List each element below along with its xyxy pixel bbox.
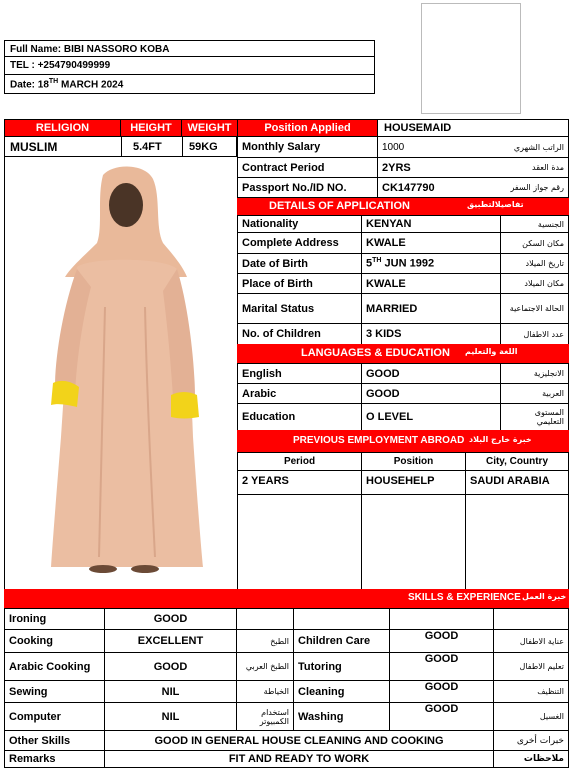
previous-employment-table (237, 452, 569, 590)
dob-arabic: تاريخ الميلاد (501, 254, 569, 274)
skill-cooking-label: Cooking (5, 630, 105, 653)
skill-sewing-arabic: الخياطة (237, 681, 294, 703)
passport-label: Passport No./ID NO. (238, 178, 378, 198)
english-value: GOOD (362, 364, 501, 384)
weight-value: 59KG (189, 141, 218, 153)
skill-computer-label: Computer (5, 703, 105, 731)
prev-empty-cell (362, 495, 466, 590)
nationality-value: KENYAN (362, 216, 501, 233)
skill-empty (390, 609, 494, 630)
skills-header (4, 589, 569, 608)
arabic-label: Arabic (238, 384, 362, 404)
education-value: O LEVEL (362, 404, 501, 431)
contract-value: 2YRS (378, 158, 489, 178)
skill-tutoring-label: Tutoring (294, 653, 390, 681)
education-label: Education (238, 404, 362, 431)
remarks-value: FIT AND READY TO WORK (105, 751, 494, 768)
languages-header-en: LANGUAGES & EDUCATION (301, 347, 450, 359)
details-table (237, 215, 569, 345)
skill-childcare-label: Children Care (294, 630, 390, 653)
skill-computer-value: NIL (105, 703, 237, 731)
languages-table (237, 363, 569, 431)
applicant-photo (4, 157, 237, 589)
arabic-arabic: العربية (501, 384, 569, 404)
skill-arabic-cooking-label: Arabic Cooking (5, 653, 105, 681)
skill-cleaning-arabic: التنظيف (494, 681, 569, 703)
prev-empty-cell (466, 495, 569, 590)
details-header-ar: تفاصيلالتطبيق (467, 200, 524, 209)
religion-value: MUSLIM (10, 140, 58, 154)
position-value: HOUSEMAID (378, 120, 569, 137)
skills-table (4, 608, 569, 768)
skill-empty (294, 609, 390, 630)
skill-cleaning-value: GOOD (390, 681, 494, 703)
skills-header-en: SKILLS & EXPERIENCE (408, 592, 521, 603)
skill-cooking-value: EXCELLENT (105, 630, 237, 653)
skill-cooking-arabic: الطبخ (237, 630, 294, 653)
telephone: TEL : +254790499999 (10, 60, 111, 71)
salary-label: Monthly Salary (238, 137, 378, 158)
other-skills-label: Other Skills (5, 731, 105, 751)
skill-childcare-value: GOOD (390, 630, 494, 653)
marital-label: Marital Status (238, 294, 362, 324)
other-skills-value: GOOD IN GENERAL HOUSE CLEANING AND COOKING (105, 731, 494, 751)
height-header: HEIGHT (121, 120, 182, 137)
prev-period-value: 2 YEARS (238, 471, 362, 495)
top-attributes-table (4, 119, 569, 137)
height-value: 5.4FT (133, 141, 162, 153)
nationality-label: Nationality (238, 216, 362, 233)
skill-childcare-arabic: عناية الاطفال (494, 630, 569, 653)
pob-arabic: مكان الميلاد (501, 274, 569, 294)
date: Date: 18TH MARCH 2024 (10, 78, 124, 91)
salary-value: 1000 (378, 137, 489, 158)
position-applied-header: Position Applied (238, 120, 378, 137)
details-header (237, 198, 569, 215)
remarks-label: Remarks (5, 751, 105, 768)
skills-header-ar: خبرة العمل (522, 592, 567, 601)
english-arabic: الانجليزية (501, 364, 569, 384)
passport-value: CK147790 (378, 178, 489, 198)
marital-value: MARRIED (362, 294, 501, 324)
skill-cleaning-label: Cleaning (294, 681, 390, 703)
contract-arabic: مدة العقد (489, 158, 569, 178)
dob-value: 5TH JUN 1992 (362, 254, 501, 274)
dob-label: Date of Birth (238, 254, 362, 274)
period-column: Period (238, 453, 362, 471)
nationality-arabic: الجنسية (501, 216, 569, 233)
marital-arabic: الحالة الاجتماعية (501, 294, 569, 324)
skill-washing-label: Washing (294, 703, 390, 731)
languages-header-ar: اللغة والتعليم (465, 347, 518, 356)
education-arabic: المستوى التعليمي (501, 404, 569, 431)
skill-empty (494, 609, 569, 630)
arabic-value: GOOD (362, 384, 501, 404)
previous-employment-header (237, 430, 569, 452)
contract-label: Contract Period (238, 158, 378, 178)
prev-location-value: SAUDI ARABIA (466, 471, 569, 495)
skill-washing-value: GOOD (390, 703, 494, 731)
full-name: Full Name: BIBI NASSORO KOBA (10, 44, 170, 55)
employment-table (237, 136, 569, 198)
address-value: KWALE (362, 233, 501, 254)
other-skills-arabic: خبرات أخرى (494, 731, 569, 751)
remarks-arabic: ملاحظات (494, 751, 569, 768)
position-column: Position (362, 453, 466, 471)
children-arabic: عدد الاطفال (501, 324, 569, 345)
previous-employment-header-en: PREVIOUS EMPLOYMENT ABROAD (293, 435, 465, 446)
skill-computer-arabic: استخدام الكمبيوتر (237, 703, 294, 731)
children-value: 3 KIDS (362, 324, 501, 345)
pob-label: Place of Birth (238, 274, 362, 294)
skill-ironing-value: GOOD (105, 609, 237, 630)
skill-ironing-label: Ironing (5, 609, 105, 630)
skill-arabic-cooking-value: GOOD (105, 653, 237, 681)
passport-arabic: رقم جواز السفر (489, 178, 569, 198)
skill-ironing-arabic (237, 609, 294, 630)
skill-tutoring-arabic: تعليم الاطفال (494, 653, 569, 681)
address-label: Complete Address (238, 233, 362, 254)
prev-empty-cell (238, 495, 362, 590)
skill-sewing-label: Sewing (5, 681, 105, 703)
skill-arabic-cooking-arabic: الطبخ العربي (237, 653, 294, 681)
passport-photo-box (421, 3, 521, 114)
previous-employment-header-ar: خبرة خارج البلاد (469, 435, 532, 444)
applicant-figure-image (5, 157, 238, 589)
religion-header: RELIGION (5, 120, 121, 137)
header-info-box (4, 40, 375, 94)
skill-washing-arabic: الغسيل (494, 703, 569, 731)
children-label: No. of Children (238, 324, 362, 345)
details-header-en: DETAILS OF APPLICATION (269, 200, 410, 212)
skill-tutoring-value: GOOD (390, 653, 494, 681)
prev-position-value: HOUSEHELP (362, 471, 466, 495)
address-arabic: مكان السكن (501, 233, 569, 254)
english-label: English (238, 364, 362, 384)
attributes-values-row (4, 136, 237, 157)
pob-value: KWALE (362, 274, 501, 294)
salary-arabic: الراتب الشهري (489, 137, 569, 158)
city-country-column: City, Country (466, 453, 569, 471)
weight-header: WEIGHT (182, 120, 238, 137)
languages-header (237, 344, 569, 363)
skill-sewing-value: NIL (105, 681, 237, 703)
